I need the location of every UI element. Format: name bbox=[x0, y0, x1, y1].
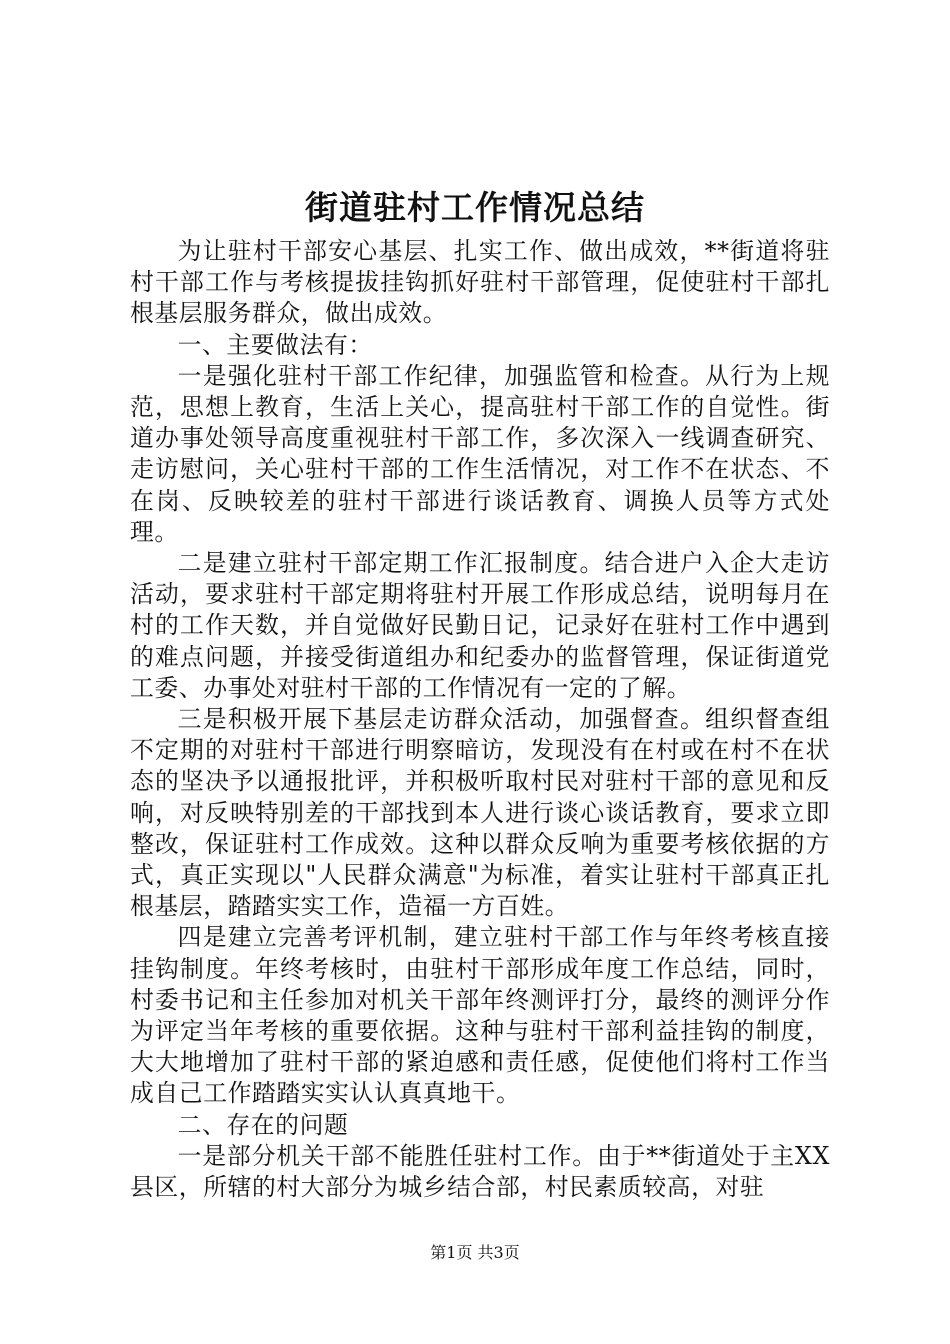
method-paragraph-1: 一是强化驻村干部工作纪律，加强监管和检查。从行为上规范，思想上教育，生活上关心，提高驻村干部工作的自觉性。街道办事处领导高度重视驻村干部工作，多次深入一线调查研究、走访慰问，关心驻村干部的工作生活情况，对工作不在状态、不在岗、反映较差的驻村干部进行谈话教育、调换人员等方式处理。 bbox=[130, 361, 830, 546]
page-number-footer: 第1页 共3页 bbox=[430, 1243, 520, 1262]
method-paragraph-4: 四是建立完善考评机制，建立驻村干部工作与年终考核直接挂钩制度。年终考核时，由驻村干部形成年度工作总结，同时，村委书记和主任参加对机关干部年终测评打分，最终的测评分作为评定当年考核的重要依据。这种与驻村干部利益挂钩的制度，大大地增加了驻村干部的紧迫感和责任感，促使他们将村工作当成自己工作踏踏实实认认真真地干。 bbox=[130, 923, 830, 1108]
method-paragraph-3: 三是积极开展下基层走访群众活动，加强督查。组织督查组不定期的对驻村干部进行明察暗访，发现没有在村或在村不在状态的坚决予以通报批评，并积极听取村民对驻村干部的意见和反响，对反映特别差的干部找到本人进行谈心谈话教育，要求立即整改，保证驻村工作成效。这种以群众反响为重要考核依据的方式，真正实现以"人民群众满意"为标准，着实让驻村干部真正扎根基层，踏踏实实工作，造福一方百姓。 bbox=[130, 705, 830, 921]
problem-paragraph-1: 一是部分机关干部不能胜任驻村工作。由于**街道处于主XX县区，所辖的村大部分为城乡结合部，村民素质较高，对驻 bbox=[130, 1141, 830, 1202]
section-heading-main-methods: 一、主要做法有： bbox=[177, 330, 373, 359]
section-heading-problems: 二、存在的问题 bbox=[177, 1110, 349, 1139]
method-paragraph-2: 二是建立驻村干部定期工作汇报制度。结合进户入企大走访活动，要求驻村干部定期将驻村开展工作形成总结，说明每月在村的工作天数，并自觉做好民勤日记，记录好在驻村工作中遇到的难点问题，并接受街道组办和纪委办的监督管理，保证街道党工委、办事处对驻村干部的工作情况有一定的了解。 bbox=[130, 549, 830, 702]
document-title: 街道驻村工作情况总结 bbox=[305, 188, 645, 227]
document-body bbox=[130, 236, 830, 1203]
intro-paragraph: 为让驻村干部安心基层、扎实工作、做出成效，**街道将驻村干部工作与考核提拔挂钩抓好驻村干部管理，促使驻村干部扎根基层服务群众，做出成效。 bbox=[130, 237, 830, 328]
